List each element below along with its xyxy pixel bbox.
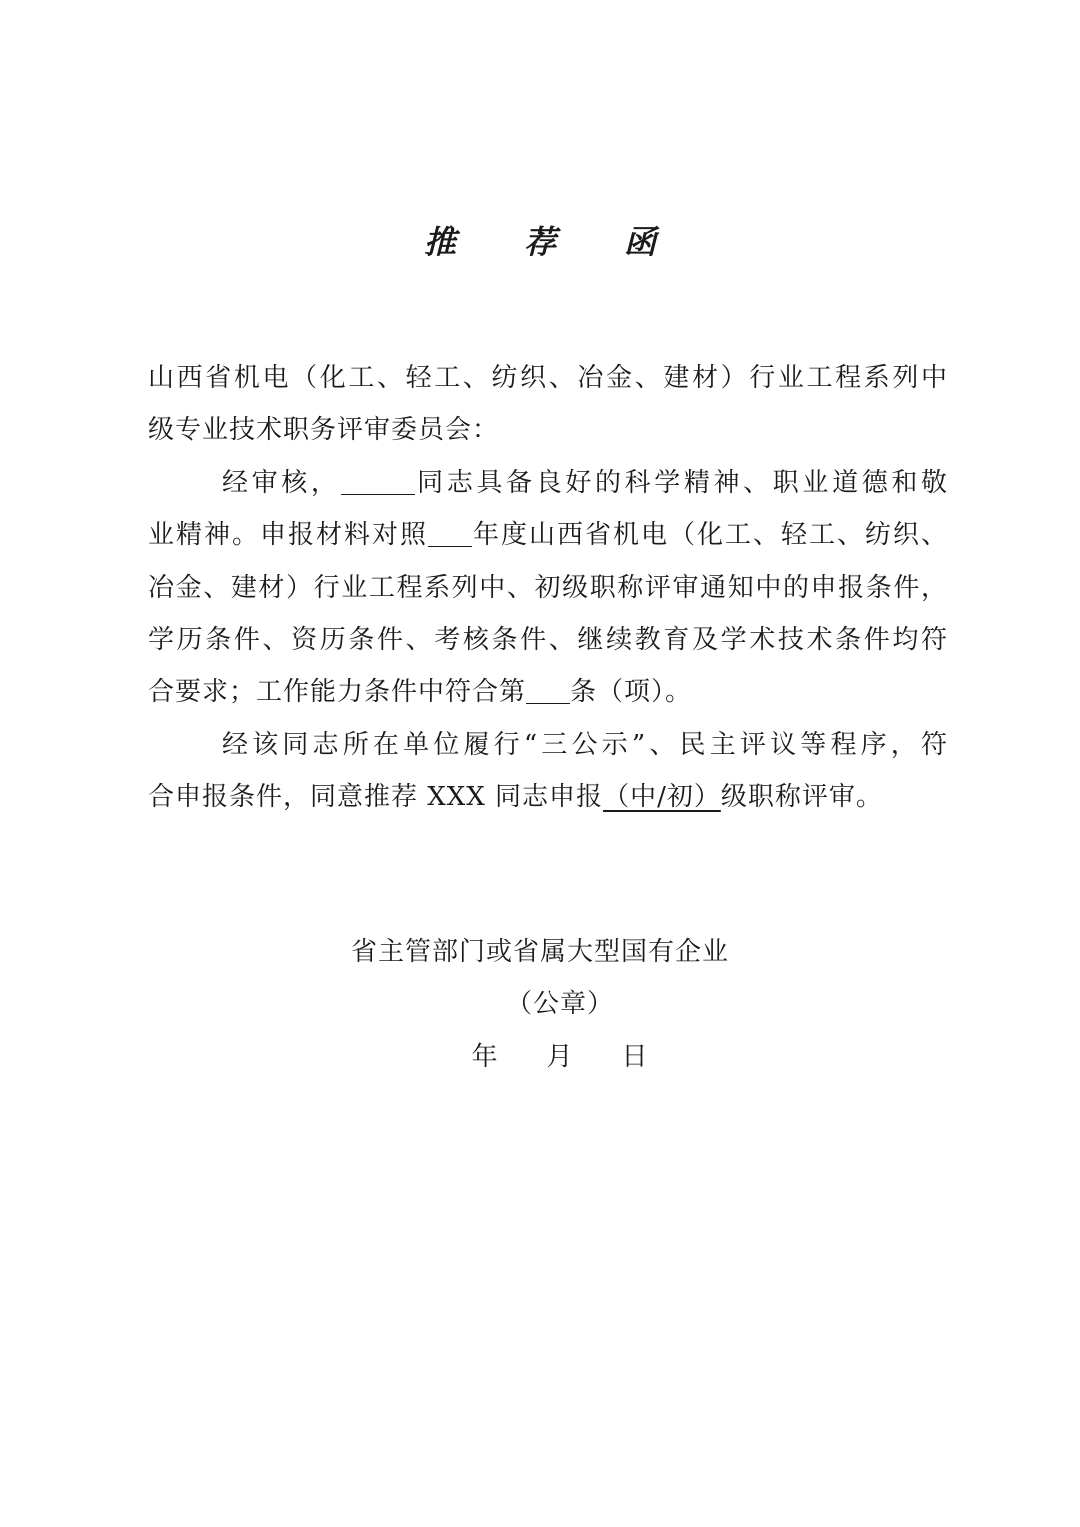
paragraph-1-line-1 xyxy=(148,457,948,509)
p1-l2-text-b: 年度山西省机电（化工、轻工、纺织、 xyxy=(472,520,948,551)
paragraph-1-line-3: 冶金、建材）行业工程系列中、初级职称评审通知中的申报条件， xyxy=(148,572,948,603)
paragraph-2-line-2 xyxy=(148,771,948,823)
signer-line: 省主管部门或省属大型国有企业 xyxy=(350,937,729,967)
p1-l5-text-b: 条（项）。 xyxy=(570,677,693,708)
date-year: 年 xyxy=(471,1042,499,1072)
paragraph-1-line-4: 学历条件、资历条件、考核条件、继续教育及学术技术条件均符 xyxy=(148,624,948,655)
paragraph-2-line-1: 经该同志所在单位履行“三公示”、民主评议等程序，符 xyxy=(222,729,948,760)
date-day: 日 xyxy=(621,1042,649,1072)
date-line xyxy=(0,1031,1080,1083)
recipient-line-2: 级专业技术职务评审委员会： xyxy=(148,415,500,446)
p1-l2-text-a: 业精神。申报材料对照 xyxy=(148,520,428,551)
p2-l2-text-b: 级职称评审。 xyxy=(720,782,883,813)
level-choice-underlined: （中/初） xyxy=(603,782,721,813)
letter-body xyxy=(148,352,948,824)
title-char-3: 函 xyxy=(624,223,657,261)
seal-line: （公章） xyxy=(505,989,614,1019)
paragraph-1-line-2 xyxy=(148,509,948,561)
recipient-line-1: 山西省机电（化工、轻工、纺织、冶金、建材）行业工程系列中 xyxy=(148,363,948,393)
page-title xyxy=(0,218,1080,266)
paragraph-1-line-5 xyxy=(148,666,948,718)
p2-l2-text-a: 合申报条件，同意推荐 XXX 同志申报 xyxy=(148,782,604,813)
p1-l5-text-a: 合要求；工作能力条件中符合第 xyxy=(148,677,527,708)
p1-l1-text-a: 经审核， xyxy=(222,467,341,498)
date-month: 月 xyxy=(546,1042,574,1072)
year-blank xyxy=(428,516,472,547)
item-number-blank xyxy=(526,673,570,704)
title-char-2: 荐 xyxy=(523,223,556,261)
p1-l1-text-b: 同志具备良好的科学精神、职业道德和敬 xyxy=(414,467,948,498)
name-blank xyxy=(341,464,415,495)
title-char-1: 推 xyxy=(423,223,456,261)
